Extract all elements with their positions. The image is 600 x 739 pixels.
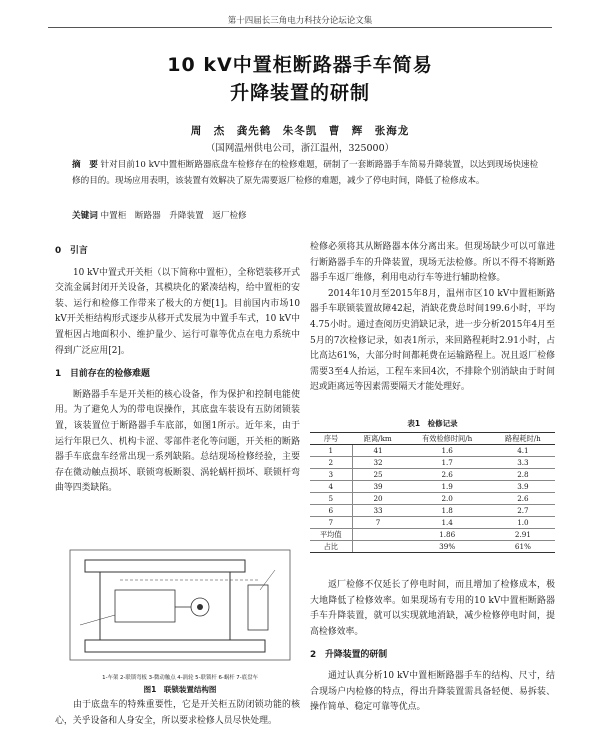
table-cell: 25 (352, 469, 404, 481)
table-cell: 1 (310, 445, 352, 457)
table-cell: 39 (352, 481, 404, 493)
right-paragraph-1: 检修必须将其从断路器本体分离出来。但现场缺少可以可靠进行断路器手车的升降装置，现场无法检修。所以不得不将断路器手车返厂维修，利用电动行车等进行辅助检修。 (310, 242, 555, 284)
authors: 周 杰 龚先鹤 朱冬凯 曹 辉 张海龙 (190, 125, 410, 137)
table-cell: 2.8 (491, 469, 555, 481)
title-line-1: 10 kV中置柜断路器手车简易 (167, 54, 433, 76)
table-cell: 2.6 (491, 493, 555, 505)
table-header: 距离/km (352, 433, 404, 445)
table-cell: 7 (310, 517, 352, 529)
table-row (310, 529, 555, 541)
right-column-lower (310, 578, 555, 716)
table-1-caption: 表1 检修记录 (407, 419, 458, 428)
table-row (310, 505, 555, 517)
table-cell: 1.4 (404, 517, 491, 529)
keywords-text: 中置柜 断路器 升降装置 返厂检修 (100, 211, 247, 221)
abstract-text: 针对目前10 kV中置柜断路器底盘车检修存在的检修难题，研制了一套断路器手车简易升降装置，以达到现场快速检修的目的。现场应用表明，该装置有效解决了原先需要返厂检修的难题，减少了停电时间，降低了检修成本。 (72, 160, 539, 186)
table-cell: 平均值 (310, 529, 352, 541)
paragraph-after-figure: 由于底盘车的特殊重要性，它是开关柜五防闭锁功能的核心，关乎设备和人身安全，所以要求检修人员尽快处理。 (55, 700, 300, 726)
abstract (72, 157, 540, 189)
table-cell: 32 (352, 457, 404, 469)
table-row (310, 541, 555, 553)
table-cell: 3.9 (491, 481, 555, 493)
table-cell: 1.6 (404, 445, 491, 457)
table-row (310, 517, 555, 529)
table-cell: 7 (352, 517, 404, 529)
table-cell: 3 (310, 469, 352, 481)
table-row (310, 469, 555, 481)
right-paragraph-2: 2014年10月至2015年8月，温州市区10 kV中置柜断路器手车联锁装置故障42起，消缺花费总时间199.6小时，平均4.75小时。通过查阅历史消缺记录，进一步分析2015年4月至5月的7次检修记录，如表1所示，来回路程耗时2.91小时，占比高达61%，大部分时间都耗费在运输路程上。况且返厂检修需要3至4人抬运，工程车来回4次，不排除个别消缺由于时间迟或距离远等因素需要隔天才能处理好。 (310, 288, 555, 393)
table-cell (352, 529, 404, 541)
table-cell: 2.6 (404, 469, 491, 481)
table-cell: 41 (352, 445, 404, 457)
figure-1-legend: 1-车架 2-联锁弯板 3-微动触点 4-涡轮 5-联锁杆 6-蜗杆 7-底盘车 (102, 675, 258, 681)
table-cell: 6 (310, 505, 352, 517)
table-cell: 1.7 (404, 457, 491, 469)
table-cell: 2 (310, 457, 352, 469)
table-cell: 1.0 (491, 517, 555, 529)
table-header: 序号 (310, 433, 352, 445)
right-paragraph-3: 返厂检修不仅延长了停电时间，而且增加了检修成本，极大地降低了检修效率。如果现场有专用的10 kV中置柜断路器手车升降装置，就可以实现就地消缺，减少检修停电时间，提高检修效率。 (310, 580, 555, 637)
table-row (310, 493, 555, 505)
abstract-label: 摘 要 (72, 160, 98, 170)
inspection-record-table (310, 432, 555, 553)
interlock-structure-figure (60, 545, 300, 670)
table-cell (352, 541, 404, 553)
table-cell: 2.0 (404, 493, 491, 505)
title-line-2: 升降装置的研制 (229, 82, 370, 104)
table-cell: 61% (491, 541, 555, 553)
table-cell: 39% (404, 541, 491, 553)
figure-1-caption: 图1 联锁装置结构图 (143, 685, 217, 694)
keywords (72, 208, 540, 224)
table-cell: 4 (310, 481, 352, 493)
table-cell: 1.86 (404, 529, 491, 541)
table-row (310, 481, 555, 493)
affiliation: （国网温州供电公司，浙江温州，325000） (205, 143, 395, 154)
table-cell: 5 (310, 493, 352, 505)
section-0-heading: 0 引言 (55, 246, 88, 256)
intro-paragraph: 10 kV中置式开关柜（以下简称中置柜），全称铠装移开式交流金属封闭开关设备，其模块化的紧凑结构，给中置柜的安装、运行和检修工作带来了极大的方便[1]。目前国内市场10 kV开关柜结构形式逐步从移开式发展为中置手车式，10 kV中置柜因占地面积小、维护量少、运行可靠等优点在电力系统中得到广泛应用[2]。 (55, 267, 300, 356)
left-column-bottom (55, 698, 300, 729)
table-row (310, 445, 555, 457)
keywords-label: 关键词 (72, 211, 98, 221)
header-rule (48, 27, 552, 28)
table-cell: 4.1 (491, 445, 555, 457)
section-1-paragraph: 断路器手车是开关柜的核心设备，作为保护和控制电能使用。为了避免人为的带电误操作，其底盘车装设有五防闭锁装置，该装置位于断路器手车底部，如图1所示。近年来，由于运行年限已久、机构卡涩、零部件老化等问题，开关柜的断路器手车底盘车经常出现一系列缺陷。总结现场检修经验，主要存在微动触点损坏、联锁弯板断裂、涡轮蜗杆损坏、联锁杆弯曲等四类缺陷。 (55, 389, 300, 494)
table-cell: 1.8 (404, 505, 491, 517)
table-cell: 1.9 (404, 481, 491, 493)
table-cell: 占比 (310, 541, 352, 553)
right-column (310, 240, 555, 396)
table-cell: 33 (352, 505, 404, 517)
section-1-heading: 1 目前存在的检修难题 (55, 369, 150, 380)
table-row (310, 457, 555, 469)
table-header: 路程耗时/h (491, 433, 555, 445)
left-column (55, 244, 300, 497)
figure-frame (70, 550, 290, 660)
running-header: 第十四届长三角电力科技分论坛论文集 (227, 16, 373, 26)
table-cell: 2.7 (491, 505, 555, 517)
table-cell: 20 (352, 493, 404, 505)
section-2-heading: 2 升降装置的研制 (310, 650, 388, 661)
table-cell: 2.91 (491, 529, 555, 541)
table-header: 有效检修时间/h (404, 433, 491, 445)
table-cell: 3.3 (491, 457, 555, 469)
right-paragraph-4: 通过认真分析10 kV中置柜断路器手车的结构、尺寸，结合现场户内检修的特点，得出升降装置需具备轻便、易拆装、操作简单、稳定可靠等优点。 (310, 670, 555, 713)
